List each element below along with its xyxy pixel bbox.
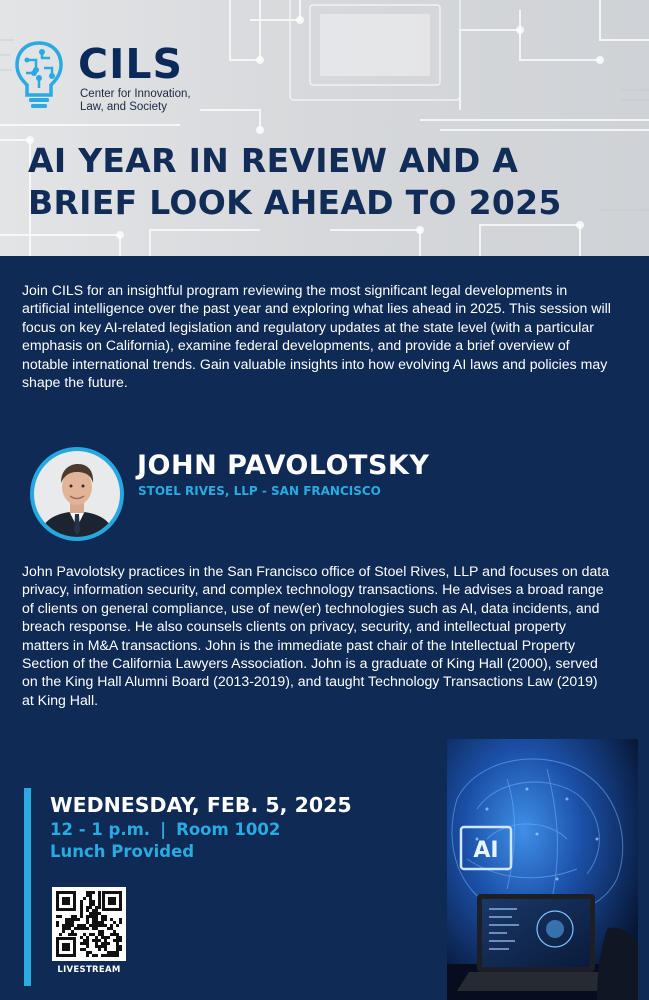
event-date: WEDNESDAY, FEB. 5, 2025	[50, 793, 352, 817]
program-description: Join CILS for an insightful program reviewing the most significant legal developments in artificial intelligence over the past year and exploring what lies ahead in 2025. This session will focus on key AI-related legislation and regulatory updates at the state level (with a particular emphasis on California), examine federal developments, and provide a brief overview of notable international trends. Gain valuable insights into how evolving AI laws and policies may shape the future.	[22, 282, 611, 391]
cils-subtitle-line: Law, and Society	[80, 101, 167, 113]
cils-logo-icon	[14, 40, 64, 110]
ai-chip-label: AI	[473, 838, 499, 863]
event-lunch: Lunch Provided	[50, 842, 195, 861]
event-title-line: AI YEAR IN REVIEW AND A	[28, 141, 519, 180]
speaker-bio: John Pavolotsky practices in the San Francisco office of Stoel Rives, LLP and focuses on data privacy, information security, and complex technology transactions. He advises a broad range of clients on general compliance, use of new(er) technologies such as AI, data incidents, and breach response. He also counsels clients on privacy, security, and intellectual property matters in M&A transactions. John is the immediate past chair of the Intellectual Property Section of the California Lawyers Association. John is a graduate of King Hall (2000), served on the King Hall Alumni Board (2013-2019), and taught Technology Transactions Law (2019) at King Hall.	[22, 563, 610, 708]
ai-brain-laptop-image	[447, 739, 638, 1000]
event-accent-bar	[24, 788, 31, 986]
event-time-room	[50, 820, 280, 840]
event-time: 12 - 1 p.m.	[50, 820, 151, 839]
speaker-affiliation: STOEL RIVES, LLP - SAN FRANCISCO	[138, 484, 381, 498]
speaker-photo	[34, 451, 120, 537]
cils-subtitle-line: Center for Innovation,	[80, 88, 191, 100]
qr-code-icon[interactable]	[52, 887, 126, 961]
event-title-line: BRIEF LOOK AHEAD TO 2025	[28, 183, 562, 222]
event-title	[28, 140, 628, 224]
cils-wordmark: CILS	[78, 40, 183, 88]
speaker-portrait-icon	[34, 451, 120, 537]
speaker-name: JOHN PAVOLOTSKY	[137, 450, 430, 481]
livestream-qr-code[interactable]	[52, 887, 126, 961]
livestream-label: LIVESTREAM	[57, 965, 121, 975]
cils-subtitle	[80, 88, 220, 114]
event-room: Room 1002	[176, 820, 281, 839]
ai-brain-illustration	[447, 739, 638, 1000]
header-band	[0, 0, 649, 256]
event-separator: |	[160, 820, 167, 839]
